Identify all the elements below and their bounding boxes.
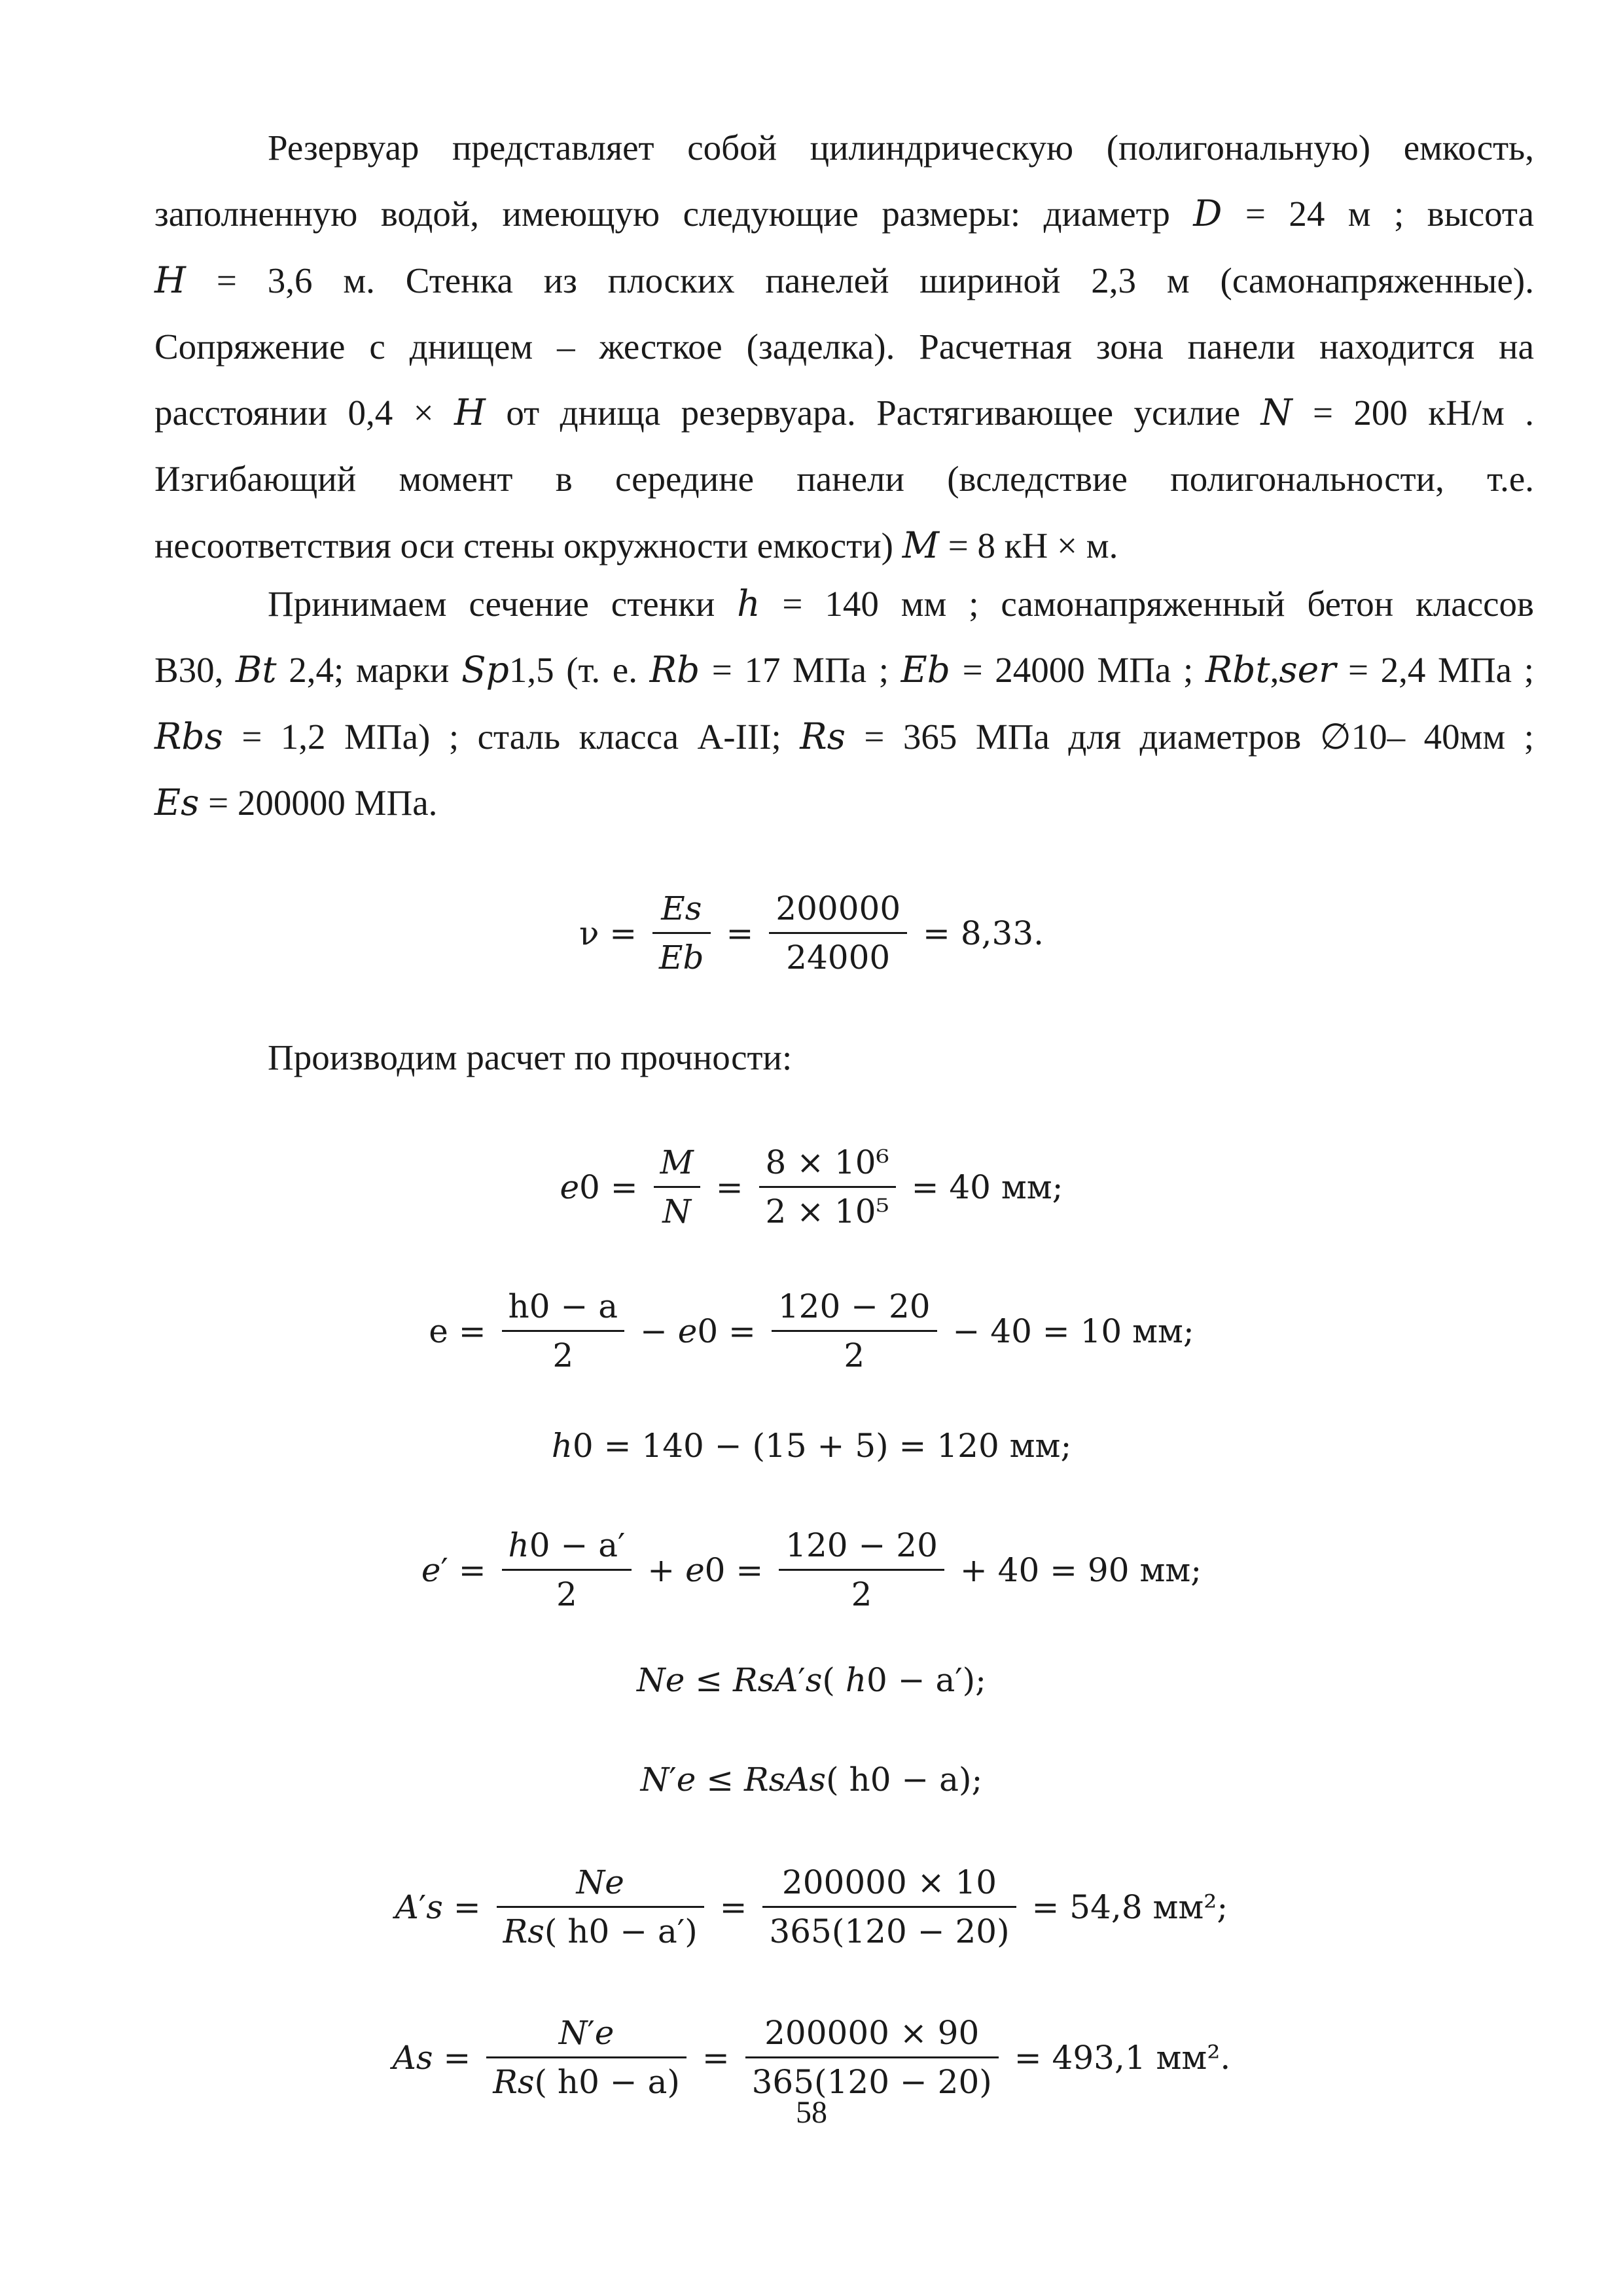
formula-lhs: 𝑒′ = [421, 1551, 486, 1589]
text-line: Изгибающий момент в середине панели (вследствие полигональности, т.е. [154, 459, 1534, 499]
fraction [762, 1859, 1016, 1955]
inequality-ne-prime: 𝑁′𝑒 ≤ 𝑅𝑠𝐴𝑠( h0 − a); [640, 1761, 983, 1799]
fraction-denominator: 2 × 10⁵ [765, 1193, 889, 1230]
fraction [502, 1283, 625, 1379]
fraction-denominator: 365(120 − 20) [769, 1912, 1010, 1950]
formula-e-prime [0, 1522, 1623, 1618]
fraction [652, 885, 711, 981]
text-line: 𝑅𝑏𝑠 = 1,2 МПа) ; сталь класса А-III; 𝑅𝑠 = 365 МПа для диаметров ∅10– 40мм ; [154, 716, 1534, 757]
text-line: Принимаем сечение стенки ℎ = 140 мм ; самонапряженный бетон классов [268, 584, 1534, 624]
fraction-numerator: 120 − 20 [779, 1522, 944, 1571]
fraction-denominator: 𝑅𝑠( h0 − a′) [503, 1912, 698, 1950]
fraction-denominator: 365(120 − 20) [751, 2063, 992, 2101]
formula-equals: = [719, 1888, 747, 1926]
formula-result: = 493,1 мм². [1014, 2038, 1231, 2077]
fraction-numerator: ℎ0 − a′ [502, 1522, 632, 1571]
fraction-numerator: 120 − 20 [772, 1283, 937, 1332]
fraction-numerator: 𝐸𝑠 [652, 885, 711, 934]
formula-result: = 40 мм; [911, 1168, 1063, 1206]
text-line: заполненную водой, имеющую следующие размеры: диаметр 𝐷 = 24 м ; высота [154, 194, 1534, 234]
fraction-numerator: 𝑁′𝑒 [486, 2009, 687, 2058]
formula-equals: = [726, 914, 754, 952]
formula-e0 [0, 1139, 1623, 1235]
fraction-denominator: 𝐸𝑏 [659, 939, 704, 977]
fraction-denominator: 𝑁 [662, 1193, 692, 1230]
fraction [772, 1283, 937, 1379]
fraction-numerator: 𝑁𝑒 [497, 1859, 704, 1908]
fraction-denominator: 2 [552, 1336, 574, 1374]
strength-heading [154, 1024, 1534, 1090]
text-line: 𝐻 = 3,6 м. Стенка из плоских панелей шириной 2,3 м (самонапряженные). [154, 260, 1534, 300]
formula-result: − 40 = 10 мм; [952, 1312, 1194, 1350]
formula-as [0, 2009, 1623, 2106]
fraction [497, 1859, 704, 1955]
fraction-numerator: 8 × 10⁶ [759, 1139, 896, 1188]
formula-result: = 54,8 мм²; [1031, 1888, 1228, 1926]
page-number: 58 [796, 2095, 827, 2130]
fraction-numerator: 200000 × 10 [762, 1859, 1016, 1908]
formula-lhs: 𝐴′𝑠 = [395, 1888, 481, 1926]
formula-h0: ℎ0 = 140 − (15 + 5) = 120 мм; [551, 1427, 1072, 1465]
fraction [654, 1139, 700, 1235]
formula-middle: + 𝑒0 = [647, 1551, 764, 1589]
fraction [759, 1139, 896, 1235]
fraction [769, 885, 907, 981]
formula-equals: = [715, 1168, 743, 1206]
fraction [486, 2009, 687, 2106]
text-line: В30, 𝐵𝑡 2,4; марки 𝑆𝑝1,5 (т. е. 𝑅𝑏 = 17 МПа ; 𝐸𝑏 = 24000 МПа ; 𝑅𝑏𝑡,𝑠𝑒𝑟 = 2,4 МПа ; [154, 650, 1534, 691]
paragraph-section-params [154, 571, 1534, 836]
inequality-ne: 𝑁𝑒 ≤ 𝑅𝑠𝐴′𝑠( ℎ0 − a′); [636, 1661, 987, 1699]
formula-nu [0, 885, 1623, 981]
text-line: Производим расчет по прочности: [268, 1037, 793, 1077]
formula-equals: = [702, 2038, 730, 2077]
paragraph-tank-description [154, 115, 1534, 579]
formula-lhs: e = [429, 1312, 486, 1350]
fraction-numerator: h0 − a [502, 1283, 625, 1332]
fraction [779, 1522, 944, 1618]
text-line: Сопряжение с днищем – жесткое (заделка). Расчетная зона панели находится на [154, 326, 1534, 367]
fraction [745, 2009, 999, 2106]
text-line: расстоянии 0,4 × 𝐻 от днища резервуара. Растягивающее усилие 𝑁 = 200 кН/м . [154, 393, 1534, 433]
fraction-denominator: 24000 [786, 939, 891, 977]
text-line: Резервуар представляет собой цилиндрическую (полигональную) емкость, [268, 128, 1534, 168]
formula-lhs: ν = [579, 914, 637, 952]
formula-result: + 40 = 90 мм; [959, 1551, 1202, 1589]
formula-lhs: 𝑒0 = [560, 1168, 638, 1206]
fraction-numerator: 𝑀 [654, 1139, 700, 1188]
text-line: несоответствия оси стены окружности емкости) 𝑀 = 8 кН × м. [154, 525, 1118, 565]
formula-e [0, 1283, 1623, 1379]
fraction-denominator: 2 [556, 1575, 577, 1613]
formula-result: = 8,33. [923, 914, 1044, 952]
formula-middle: − 𝑒0 = [639, 1312, 756, 1350]
text-line: 𝐸𝑠 = 200000 МПа. [154, 782, 438, 823]
fraction-denominator: 2 [844, 1336, 865, 1374]
formula-as-prime [0, 1859, 1623, 1955]
fraction-numerator: 200000 × 90 [745, 2009, 999, 2058]
fraction-numerator: 200000 [769, 885, 907, 934]
fraction-denominator: 𝑅𝑠( h0 − a) [493, 2063, 680, 2101]
formula-lhs: 𝐴𝑠 = [392, 2038, 471, 2077]
fraction-denominator: 2 [851, 1575, 872, 1613]
fraction [502, 1522, 632, 1618]
